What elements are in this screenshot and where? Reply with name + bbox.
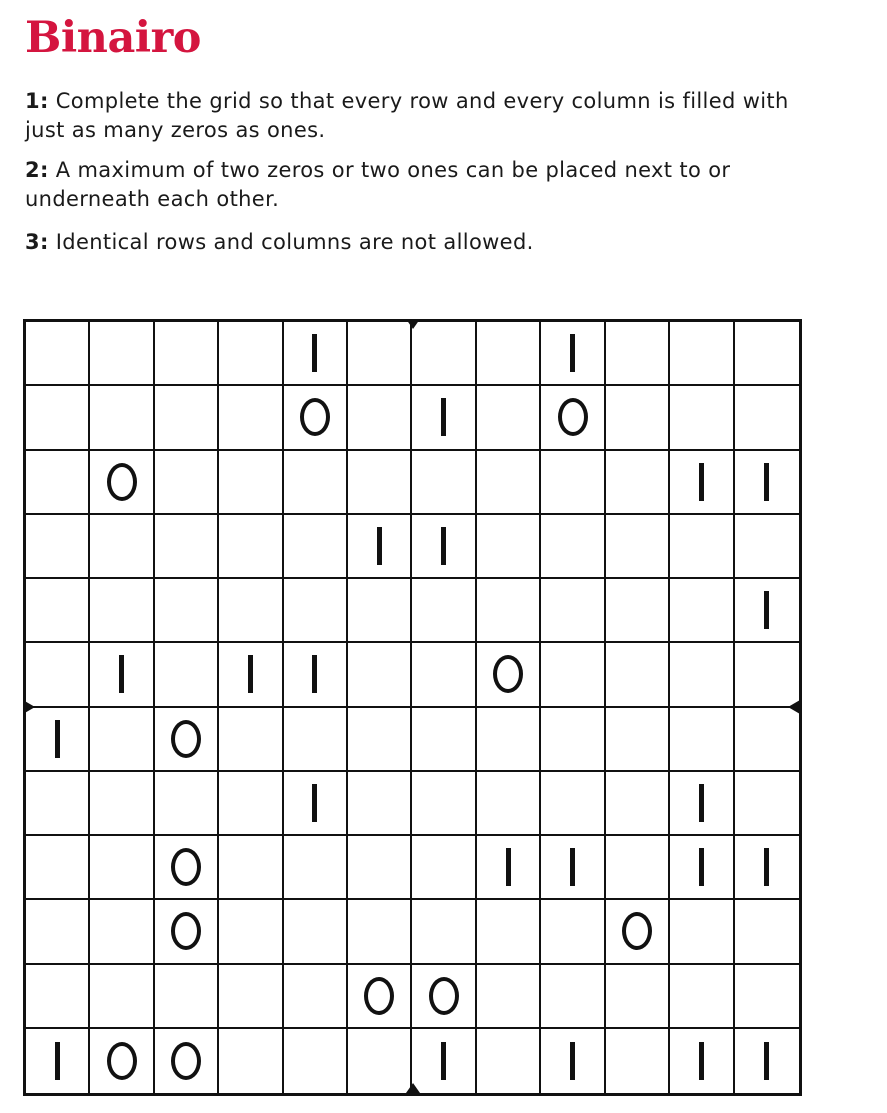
grid-cell[interactable] [670, 451, 734, 515]
cell-value-one [570, 334, 575, 372]
grid-cell[interactable] [348, 708, 412, 772]
cell-value-one [764, 848, 769, 886]
grid-cell[interactable] [284, 643, 348, 707]
grid-cell[interactable] [90, 900, 154, 964]
grid-cell[interactable] [284, 836, 348, 900]
grid-cell[interactable] [477, 579, 541, 643]
grid-cell[interactable] [26, 965, 90, 1029]
grid-cell[interactable] [284, 322, 348, 386]
grid-cell[interactable] [219, 643, 283, 707]
grid-cell[interactable] [735, 965, 799, 1029]
grid-cell[interactable] [155, 579, 219, 643]
grid-cell[interactable] [155, 836, 219, 900]
cell-value-one [312, 784, 317, 822]
grid-cell[interactable] [735, 451, 799, 515]
rules-list [25, 87, 825, 257]
grid-cell[interactable] [412, 386, 476, 450]
grid-cell[interactable] [606, 386, 670, 450]
grid-cell[interactable] [670, 836, 734, 900]
cell-value-zero [622, 912, 652, 950]
grid-cell[interactable] [90, 322, 154, 386]
grid-cell[interactable] [284, 451, 348, 515]
rule-1 [25, 87, 825, 145]
grid-cell[interactable] [155, 772, 219, 836]
cell-value-zero [558, 398, 588, 436]
grid-cell[interactable] [26, 386, 90, 450]
grid-cell[interactable] [735, 515, 799, 579]
grid-cell[interactable] [477, 322, 541, 386]
cell-value-zero [493, 655, 523, 693]
grid-cell[interactable] [412, 900, 476, 964]
grid-cell[interactable] [735, 579, 799, 643]
grid-cell[interactable] [284, 1029, 348, 1093]
grid-cell[interactable] [219, 900, 283, 964]
grid-cell[interactable] [670, 579, 734, 643]
cell-value-one [699, 848, 704, 886]
grid-cell[interactable] [541, 965, 605, 1029]
grid-cell[interactable] [670, 386, 734, 450]
grid-cell[interactable] [284, 965, 348, 1029]
grid-cell[interactable] [670, 772, 734, 836]
grid-cell[interactable] [735, 322, 799, 386]
grid-cell[interactable] [670, 900, 734, 964]
grid-cell[interactable] [541, 386, 605, 450]
cell-value-one [377, 527, 382, 565]
grid-cell[interactable] [412, 579, 476, 643]
grid-cell[interactable] [90, 386, 154, 450]
grid-cell[interactable] [735, 900, 799, 964]
grid-cell[interactable] [541, 708, 605, 772]
center-marker-right-icon [788, 700, 800, 714]
grid-cell[interactable] [412, 322, 476, 386]
cell-value-one [312, 655, 317, 693]
grid-cell[interactable] [219, 322, 283, 386]
grid-cell[interactable] [155, 386, 219, 450]
grid-cell[interactable] [606, 772, 670, 836]
grid-cell[interactable] [412, 643, 476, 707]
grid-cell[interactable] [735, 836, 799, 900]
grid-cell[interactable] [219, 579, 283, 643]
cell-value-one [55, 1042, 60, 1080]
grid-cell[interactable] [477, 965, 541, 1029]
grid-cell[interactable] [155, 451, 219, 515]
grid-cell[interactable] [219, 836, 283, 900]
grid-cell[interactable] [284, 900, 348, 964]
grid-cell[interactable] [155, 708, 219, 772]
grid-cell[interactable] [670, 643, 734, 707]
grid-cell[interactable] [219, 515, 283, 579]
grid-cell[interactable] [606, 836, 670, 900]
grid-cell[interactable] [412, 772, 476, 836]
grid-cell[interactable] [606, 643, 670, 707]
grid-cell[interactable] [26, 708, 90, 772]
grid-cell[interactable] [155, 322, 219, 386]
grid-cell[interactable] [155, 1029, 219, 1093]
rule-3-number: 3: [25, 230, 49, 254]
grid-cell[interactable] [348, 772, 412, 836]
grid-cell[interactable] [26, 451, 90, 515]
cell-value-zero [171, 720, 201, 758]
grid-cell[interactable] [541, 322, 605, 386]
grid-cell[interactable] [90, 772, 154, 836]
grid-cell[interactable] [219, 965, 283, 1029]
grid-cell[interactable] [26, 579, 90, 643]
cell-value-one [248, 655, 253, 693]
grid-cell[interactable] [284, 579, 348, 643]
grid-cell[interactable] [26, 772, 90, 836]
cell-value-one [441, 527, 446, 565]
grid-cell[interactable] [219, 772, 283, 836]
grid-cell[interactable] [412, 708, 476, 772]
grid-cell[interactable] [155, 900, 219, 964]
grid-cell[interactable] [541, 451, 605, 515]
cell-value-zero [171, 1042, 201, 1080]
grid-cell[interactable] [606, 515, 670, 579]
grid-cell[interactable] [219, 708, 283, 772]
grid-cell[interactable] [412, 515, 476, 579]
cell-value-zero [300, 398, 330, 436]
cell-value-zero [364, 977, 394, 1015]
grid-cell[interactable] [606, 965, 670, 1029]
cell-value-one [119, 655, 124, 693]
grid-cell[interactable] [219, 451, 283, 515]
puzzle-title: Binairo [25, 13, 201, 63]
cell-value-one [570, 848, 575, 886]
cell-value-one [441, 1042, 446, 1080]
grid-cell[interactable] [477, 1029, 541, 1093]
grid-cell[interactable] [606, 900, 670, 964]
grid-cell[interactable] [348, 322, 412, 386]
grid-cell[interactable] [90, 515, 154, 579]
grid-cell[interactable] [412, 965, 476, 1029]
grid-cell[interactable] [670, 1029, 734, 1093]
rule-2-text: A maximum of two zeros or two ones can be placed next to or underneath each other. [25, 158, 731, 211]
cell-value-one [506, 848, 511, 886]
cell-value-one [764, 1042, 769, 1080]
grid-cell[interactable] [26, 836, 90, 900]
center-marker-top-icon [406, 319, 420, 329]
grid-cell[interactable] [477, 451, 541, 515]
grid-cell[interactable] [348, 386, 412, 450]
grid-cell[interactable] [412, 1029, 476, 1093]
grid-cell[interactable] [606, 322, 670, 386]
rule-3 [25, 228, 825, 257]
grid-cell[interactable] [284, 386, 348, 450]
grid-cell[interactable] [541, 836, 605, 900]
cell-value-one [441, 398, 446, 436]
cell-value-one [699, 784, 704, 822]
grid-cell[interactable] [26, 1029, 90, 1093]
grid-cell[interactable] [26, 322, 90, 386]
grid-cell[interactable] [155, 515, 219, 579]
grid-cell[interactable] [541, 643, 605, 707]
grid-cell[interactable] [541, 772, 605, 836]
cell-value-one [764, 591, 769, 629]
grid-cell[interactable] [284, 708, 348, 772]
grid-cell[interactable] [284, 515, 348, 579]
grid-cell[interactable] [541, 900, 605, 964]
grid-cell[interactable] [90, 643, 154, 707]
grid-cell[interactable] [477, 900, 541, 964]
binairo-grid [23, 319, 802, 1096]
grid-cell[interactable] [90, 708, 154, 772]
grid-cell[interactable] [735, 1029, 799, 1093]
cell-value-one [699, 1042, 704, 1080]
grid-cell[interactable] [348, 900, 412, 964]
cell-value-zero [107, 463, 137, 501]
grid-cell[interactable] [477, 643, 541, 707]
cell-value-zero [107, 1042, 137, 1080]
grid-cell[interactable] [735, 708, 799, 772]
grid-cell[interactable] [348, 965, 412, 1029]
grid-cell[interactable] [90, 579, 154, 643]
grid-cell[interactable] [26, 643, 90, 707]
rule-2 [25, 156, 825, 214]
grid-cell[interactable] [348, 836, 412, 900]
rule-1-number: 1: [25, 89, 49, 113]
rule-2-number: 2: [25, 158, 49, 182]
grid-cell[interactable] [735, 386, 799, 450]
rule-1-text: Complete the grid so that every row and every column is filled with just as many zeros as ones. [25, 89, 789, 142]
grid-cell[interactable] [348, 643, 412, 707]
grid-cell[interactable] [26, 515, 90, 579]
cell-value-one [312, 334, 317, 372]
grid-cell[interactable] [284, 772, 348, 836]
grid-cell[interactable] [541, 515, 605, 579]
grid-cell[interactable] [155, 643, 219, 707]
grid-cell[interactable] [412, 836, 476, 900]
center-marker-bottom-icon [406, 1083, 420, 1093]
grid-cell[interactable] [606, 579, 670, 643]
grid-cell[interactable] [348, 515, 412, 579]
grid-cell[interactable] [90, 836, 154, 900]
grid-cell[interactable] [219, 1029, 283, 1093]
grid-cell[interactable] [541, 1029, 605, 1093]
grid-cell[interactable] [735, 643, 799, 707]
grid-cell[interactable] [670, 322, 734, 386]
cell-value-one [764, 463, 769, 501]
grid-cell[interactable] [348, 451, 412, 515]
cell-value-one [55, 720, 60, 758]
cell-value-one [699, 463, 704, 501]
grid-cell[interactable] [155, 965, 219, 1029]
rule-3-text: Identical rows and columns are not allowed. [48, 230, 534, 254]
grid-cell[interactable] [477, 515, 541, 579]
center-marker-left-icon [23, 700, 35, 714]
cell-value-zero [171, 848, 201, 886]
grid-cell[interactable] [412, 451, 476, 515]
grid-cell[interactable] [26, 900, 90, 964]
grid-cell[interactable] [477, 708, 541, 772]
grid-cell[interactable] [670, 965, 734, 1029]
grid-cell[interactable] [670, 515, 734, 579]
grid-cell[interactable] [90, 1029, 154, 1093]
cell-value-one [570, 1042, 575, 1080]
cell-value-zero [171, 912, 201, 950]
grid-cell[interactable] [90, 451, 154, 515]
grid-cell[interactable] [90, 965, 154, 1029]
grid-cell[interactable] [348, 579, 412, 643]
grid-cell[interactable] [735, 772, 799, 836]
grid-cell[interactable] [606, 451, 670, 515]
grid-cell[interactable] [477, 386, 541, 450]
grid-cell[interactable] [606, 708, 670, 772]
grid-cell[interactable] [348, 1029, 412, 1093]
grid-cell[interactable] [477, 836, 541, 900]
grid-cell[interactable] [670, 708, 734, 772]
grid-cell[interactable] [219, 386, 283, 450]
grid-cell[interactable] [541, 579, 605, 643]
grid-cell[interactable] [477, 772, 541, 836]
cell-value-zero [429, 977, 459, 1015]
grid-cell[interactable] [606, 1029, 670, 1093]
